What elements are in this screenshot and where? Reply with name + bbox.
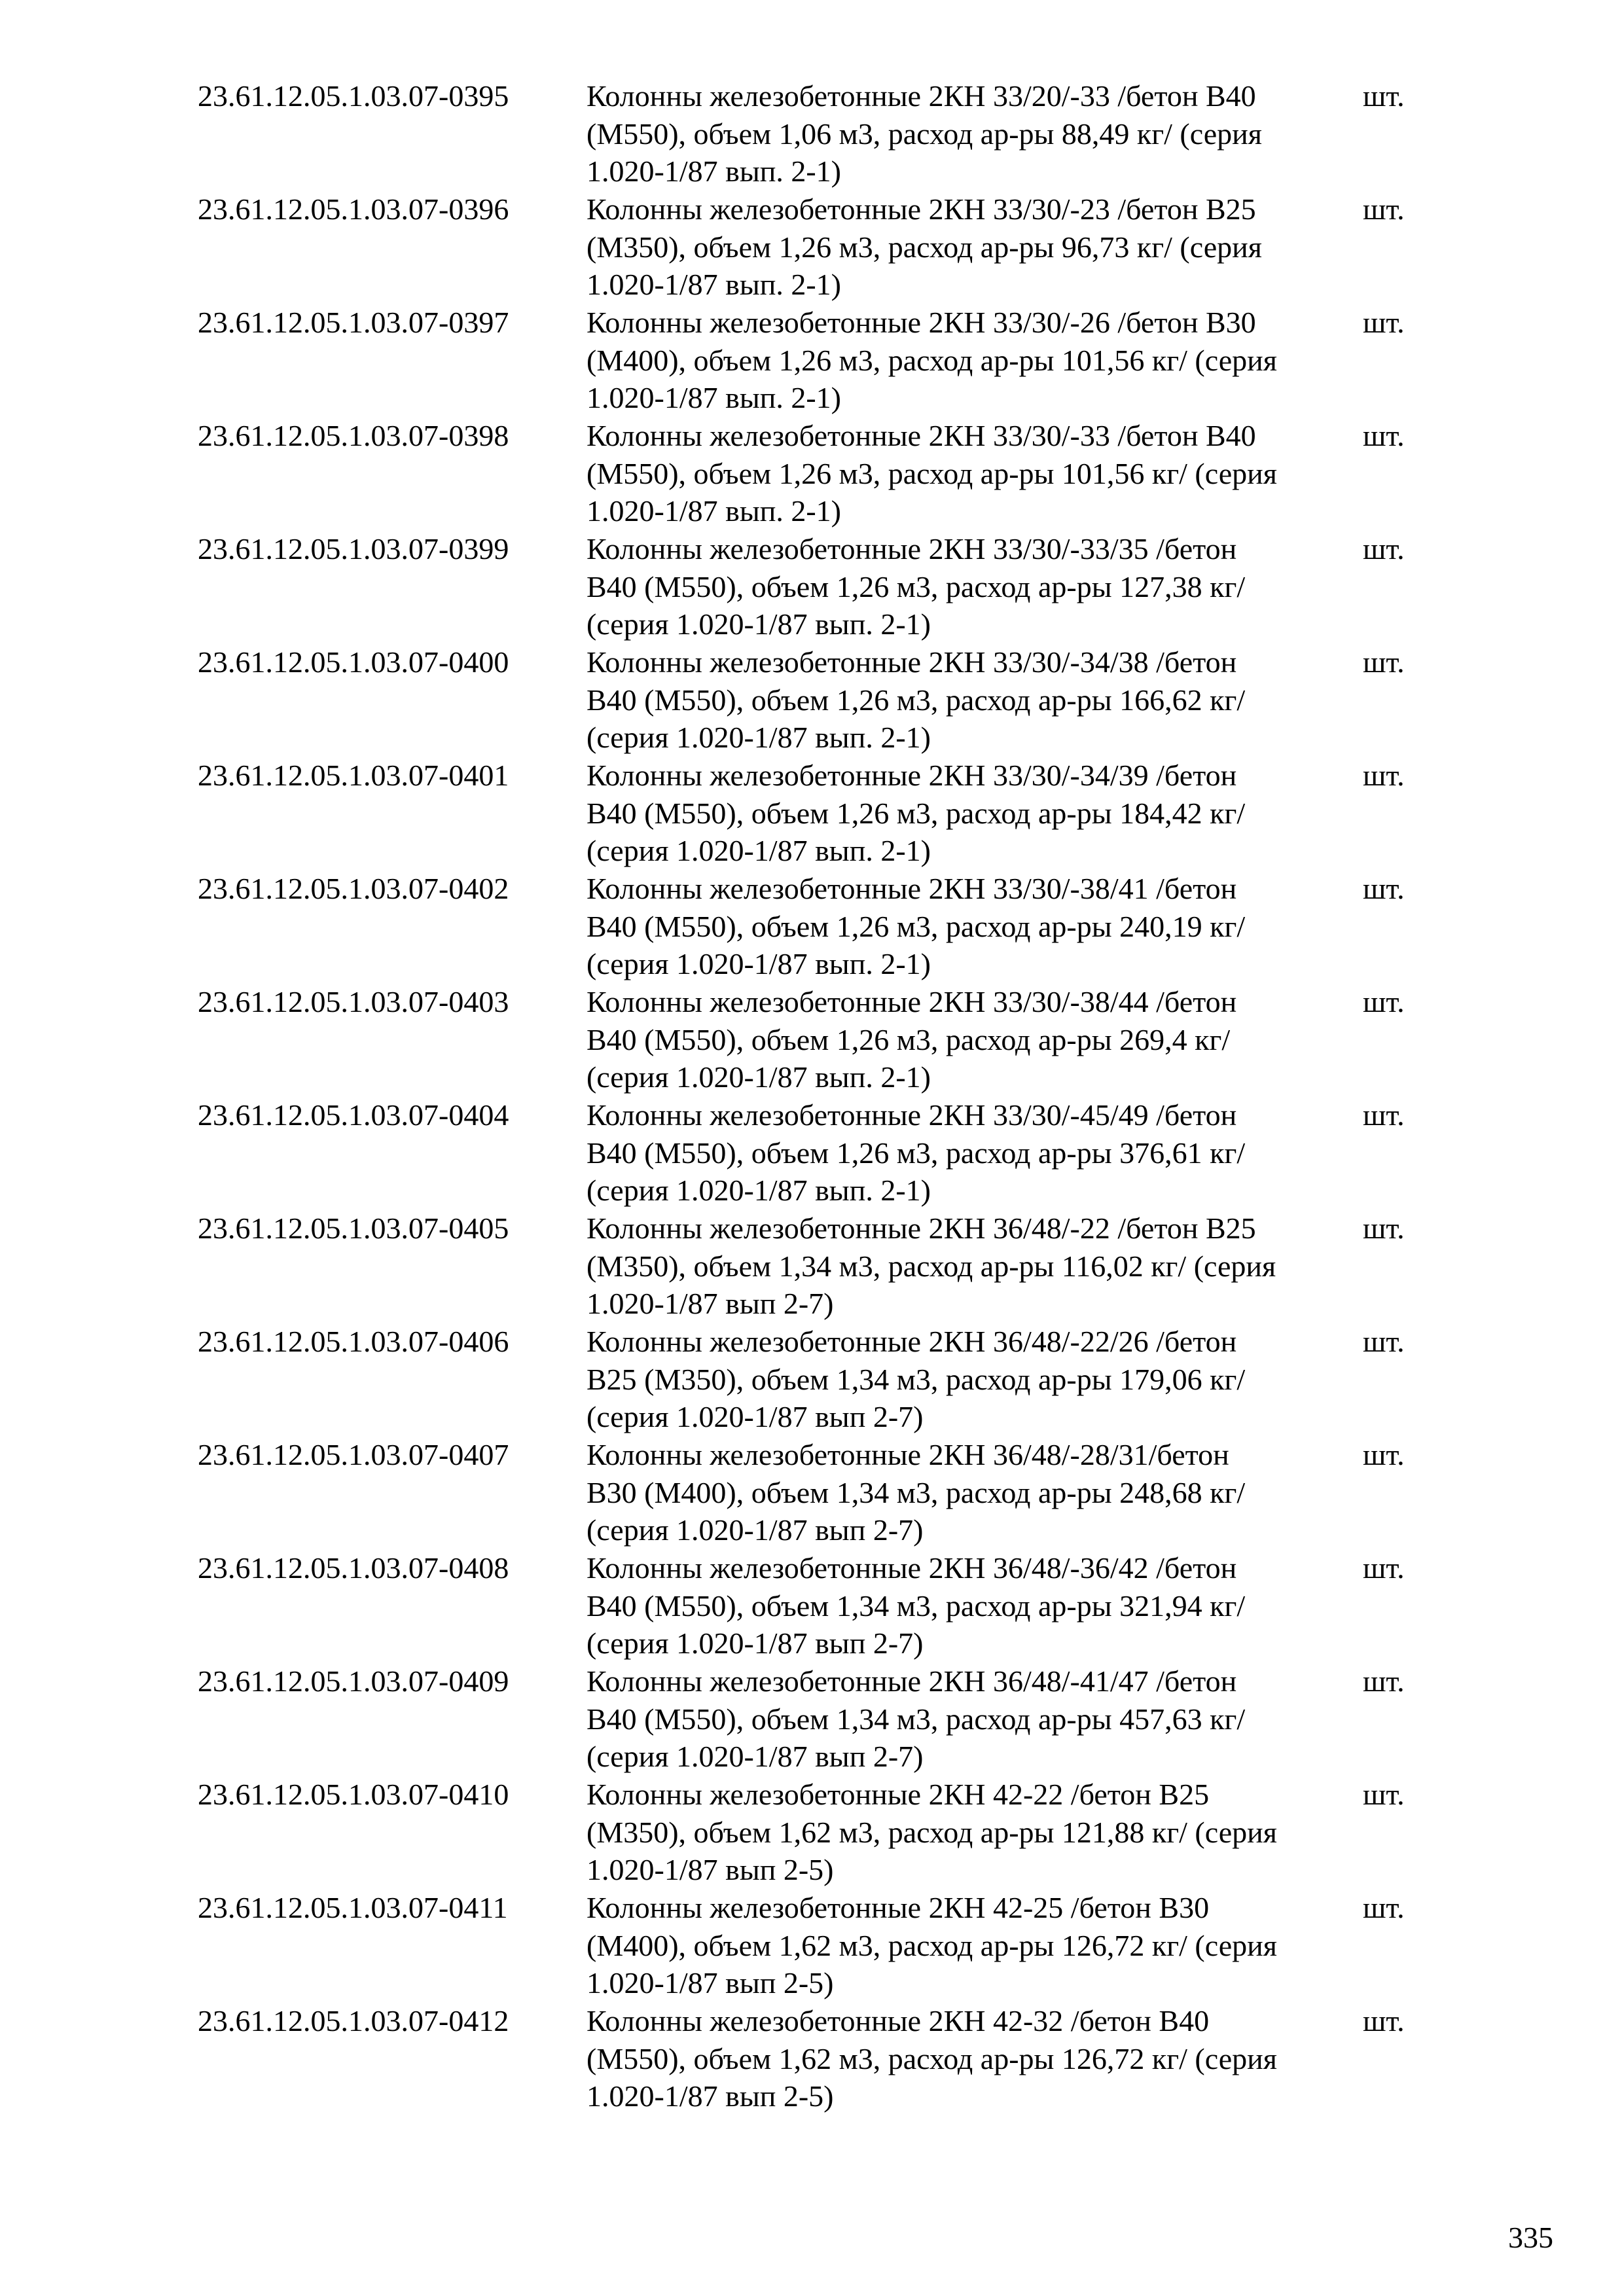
table-row (0, 304, 1624, 417)
resource-description: Колонны железобетонные 2КН 36/48/-22/26 /бетон В25 (М350), объем 1,34 м3, расход ар-ры 179,06 кг/ (серия 1.020-1/87 вып 2-7) (586, 1325, 1246, 1433)
resource-code: 23.61.12.05.1.03.07-0407 (198, 1438, 509, 1471)
resource-description: Колонны железобетонные 2КН 33/30/-45/49 /бетон В40 (М550), объем 1,26 м3, расход ар-ры 376,61 кг/ (серия 1.020-1/87 вып. 2-1) (586, 1098, 1246, 1207)
unit-of-measure: шт. (1363, 1664, 1405, 1698)
table-row (0, 1776, 1624, 1889)
table-row (0, 77, 1624, 190)
resource-table (0, 77, 1624, 2115)
resource-description: Колонны железобетонные 2КН 36/48/-22 /бетон В25 (М350), объем 1,34 м3, расход ар-ры 116,02 кг/ (серия 1.020-1/87 вып 2-7) (586, 1211, 1276, 1320)
resource-code: 23.61.12.05.1.03.07-0403 (198, 985, 509, 1018)
resource-description: Колонны железобетонные 2КН 33/30/-38/44 /бетон В40 (М550), объем 1,26 м3, расход ар-ры 269,4 кг/ (серия 1.020-1/87 вып. 2-1) (586, 985, 1237, 1094)
resource-code: 23.61.12.05.1.03.07-0404 (198, 1098, 509, 1132)
resource-code: 23.61.12.05.1.03.07-0395 (198, 79, 509, 113)
resource-description: Колонны железобетонные 2КН 33/30/-34/39 /бетон В40 (М550), объем 1,26 м3, расход ар-ры 184,42 кг/ (серия 1.020-1/87 вып. 2-1) (586, 759, 1246, 867)
resource-description: Колонны железобетонные 2КН 42-25 /бетон В30 (М400), объем 1,62 м3, расход ар-ры 126,72 кг/ (серия 1.020-1/87 вып 2-5) (586, 1891, 1277, 2000)
unit-of-measure: шт. (1363, 1778, 1405, 1811)
table-row (0, 1662, 1624, 1776)
resource-code: 23.61.12.05.1.03.07-0405 (198, 1211, 509, 1245)
table-row (0, 417, 1624, 530)
resource-description: Колонны железобетонные 2КН 42-22 /бетон В25 (М350), объем 1,62 м3, расход ар-ры 121,88 кг/ (серия 1.020-1/87 вып 2-5) (586, 1778, 1277, 1886)
table-row (0, 190, 1624, 304)
resource-code: 23.61.12.05.1.03.07-0412 (198, 2004, 509, 2037)
resource-code: 23.61.12.05.1.03.07-0410 (198, 1778, 509, 1811)
resource-description: Колонны железобетонные 2КН 36/48/-28/31/бетон В30 (М400), объем 1,34 м3, расход ар-ры 248,68 кг/ (серия 1.020-1/87 вып 2-7) (586, 1438, 1246, 1547)
resource-code: 23.61.12.05.1.03.07-0399 (198, 532, 509, 565)
unit-of-measure: шт. (1363, 1891, 1405, 1924)
unit-of-measure: шт. (1363, 419, 1405, 452)
unit-of-measure: шт. (1363, 1325, 1405, 1358)
resource-code: 23.61.12.05.1.03.07-0406 (198, 1325, 509, 1358)
table-row (0, 870, 1624, 983)
resource-description: Колонны железобетонные 2КН 33/30/-33 /бетон В40 (М550), объем 1,26 м3, расход ар-ры 101,56 кг/ (серия 1.020-1/87 вып. 2-1) (586, 419, 1277, 528)
unit-of-measure: шт. (1363, 2004, 1405, 2037)
resource-description: Колонны железобетонные 2КН 36/48/-41/47 /бетон В40 (М550), объем 1,34 м3, расход ар-ры 457,63 кг/ (серия 1.020-1/87 вып 2-7) (586, 1664, 1246, 1773)
unit-of-measure: шт. (1363, 192, 1405, 226)
resource-code: 23.61.12.05.1.03.07-0400 (198, 645, 509, 679)
unit-of-measure: шт. (1363, 1438, 1405, 1471)
resource-description: Колонны железобетонные 2КН 33/30/-23 /бетон В25 (М350), объем 1,26 м3, расход ар-ры 96,73 кг/ (серия 1.020-1/87 вып. 2-1) (586, 192, 1262, 301)
resource-description: Колонны железобетонные 2КН 36/48/-36/42 /бетон В40 (М550), объем 1,34 м3, расход ар-ры 321,94 кг/ (серия 1.020-1/87 вып 2-7) (586, 1551, 1246, 1660)
resource-description: Колонны железобетонные 2КН 33/20/-33 /бетон В40 (М550), объем 1,06 м3, расход ар-ры 88,49 кг/ (серия 1.020-1/87 вып. 2-1) (586, 79, 1262, 188)
resource-description: Колонны железобетонные 2КН 33/30/-33/35 /бетон В40 (М550), объем 1,26 м3, расход ар-ры 127,38 кг/ (серия 1.020-1/87 вып. 2-1) (586, 532, 1246, 641)
unit-of-measure: шт. (1363, 1551, 1405, 1585)
table-row (0, 757, 1624, 870)
table-row (0, 1549, 1624, 1662)
resource-code: 23.61.12.05.1.03.07-0402 (198, 872, 509, 905)
resource-code: 23.61.12.05.1.03.07-0409 (198, 1664, 509, 1698)
table-row (0, 1096, 1624, 1210)
unit-of-measure: шт. (1363, 79, 1405, 113)
resource-description: Колонны железобетонные 2КН 33/30/-38/41 /бетон В40 (М550), объем 1,26 м3, расход ар-ры 240,19 кг/ (серия 1.020-1/87 вып. 2-1) (586, 872, 1246, 980)
resource-description: Колонны железобетонные 2КН 42-32 /бетон В40 (М550), объем 1,62 м3, расход ар-ры 126,72 кг/ (серия 1.020-1/87 вып 2-5) (586, 2004, 1277, 2113)
table-row (0, 1323, 1624, 1436)
resource-code: 23.61.12.05.1.03.07-0398 (198, 419, 509, 452)
resource-description: Колонны железобетонные 2КН 33/30/-26 /бетон В30 (М400), объем 1,26 м3, расход ар-ры 101,56 кг/ (серия 1.020-1/87 вып. 2-1) (586, 306, 1277, 414)
table-row (0, 530, 1624, 643)
unit-of-measure: шт. (1363, 645, 1405, 679)
unit-of-measure: шт. (1363, 1211, 1405, 1245)
resource-code: 23.61.12.05.1.03.07-0396 (198, 192, 509, 226)
resource-description: Колонны железобетонные 2КН 33/30/-34/38 /бетон В40 (М550), объем 1,26 м3, расход ар-ры 166,62 кг/ (серия 1.020-1/87 вып. 2-1) (586, 645, 1246, 754)
table-row (0, 1436, 1624, 1549)
unit-of-measure: шт. (1363, 872, 1405, 905)
table-row (0, 643, 1624, 757)
unit-of-measure: шт. (1363, 532, 1405, 565)
resource-code: 23.61.12.05.1.03.07-0401 (198, 759, 509, 792)
table-row (0, 1889, 1624, 2002)
unit-of-measure: шт. (1363, 306, 1405, 339)
page-number: 335 (1508, 2221, 1553, 2254)
unit-of-measure: шт. (1363, 759, 1405, 792)
unit-of-measure: шт. (1363, 985, 1405, 1018)
resource-code: 23.61.12.05.1.03.07-0397 (198, 306, 509, 339)
table-row (0, 2002, 1624, 2115)
resource-code: 23.61.12.05.1.03.07-0408 (198, 1551, 509, 1585)
resource-code: 23.61.12.05.1.03.07-0411 (198, 1891, 508, 1924)
unit-of-measure: шт. (1363, 1098, 1405, 1132)
table-row (0, 983, 1624, 1096)
table-row (0, 1210, 1624, 1323)
